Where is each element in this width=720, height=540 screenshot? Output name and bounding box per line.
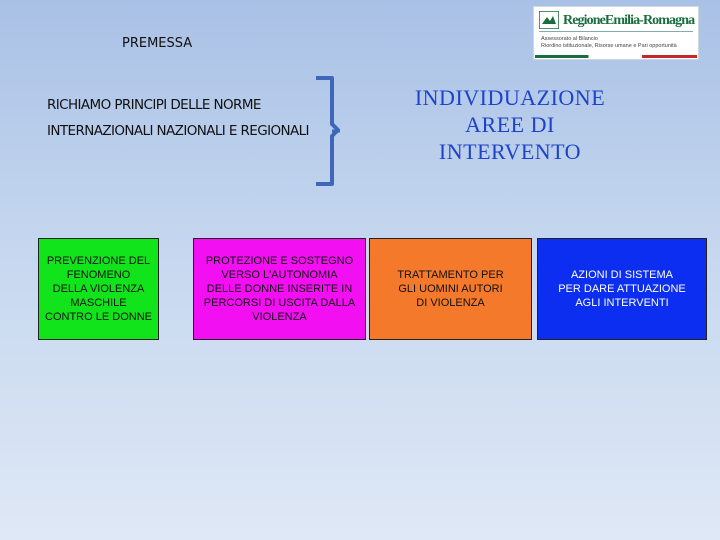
area-line: PERCORSI DI USCITA DALLA [203, 297, 356, 309]
area-line: VERSO L'AUTONOMIA [221, 269, 338, 281]
page-title: PREMESSA [122, 36, 193, 51]
area-box-azioni [537, 238, 707, 340]
area-line: AZIONI DI SISTEMA [570, 269, 674, 281]
regione-emilia-romagna-logo [533, 6, 699, 60]
logo-subtitle: Assessorato al Bilancio [541, 36, 598, 42]
area-box-prevenzione [38, 238, 159, 340]
area-line: PER DARE ATTUAZIONE [558, 283, 686, 295]
area-line: FENOMENO [66, 269, 131, 281]
area-line: DELLA VIOLENZA [52, 283, 145, 295]
right-bracket-icon [308, 74, 348, 190]
heading-line: AREE DI [465, 112, 555, 137]
logo-subtitle: Riordino istituzionale, Risorse umane e Pari opportunità [541, 43, 677, 49]
area-line: TRATTAMENTO PER [397, 269, 504, 281]
logo-name: RegioneEmilia-Romagna [563, 13, 695, 28]
heading-line: INTERVENTO [438, 139, 582, 164]
logo-flag-stripe [535, 55, 697, 58]
area-line: DELLE DONNE INSERITE IN [206, 283, 353, 295]
heading-line: INDIVIDUAZIONE [414, 85, 606, 110]
area-line: DI VIOLENZA [416, 297, 485, 309]
area-line: CONTRO LE DONNE [45, 311, 152, 323]
area-line: PREVENZIONE DEL [46, 255, 151, 267]
logo-divider [539, 31, 693, 32]
area-line: MASCHILE [70, 297, 127, 309]
intervention-areas-heading [385, 84, 635, 165]
region-emblem-icon [539, 11, 559, 29]
area-box-trattamento [369, 238, 532, 340]
principles-text: RICHIAMO PRINCIPI DELLE NORME INTERNAZIONALI NAZIONALI E REGIONALI [47, 97, 309, 139]
area-line: GLI UOMINI AUTORI [398, 283, 503, 295]
area-box-protezione [193, 238, 366, 340]
area-line: PROTEZIONE E SOSTEGNO [205, 255, 354, 267]
area-line: VIOLENZA [252, 311, 307, 323]
area-line: AGLI INTERVENTI [575, 297, 669, 309]
